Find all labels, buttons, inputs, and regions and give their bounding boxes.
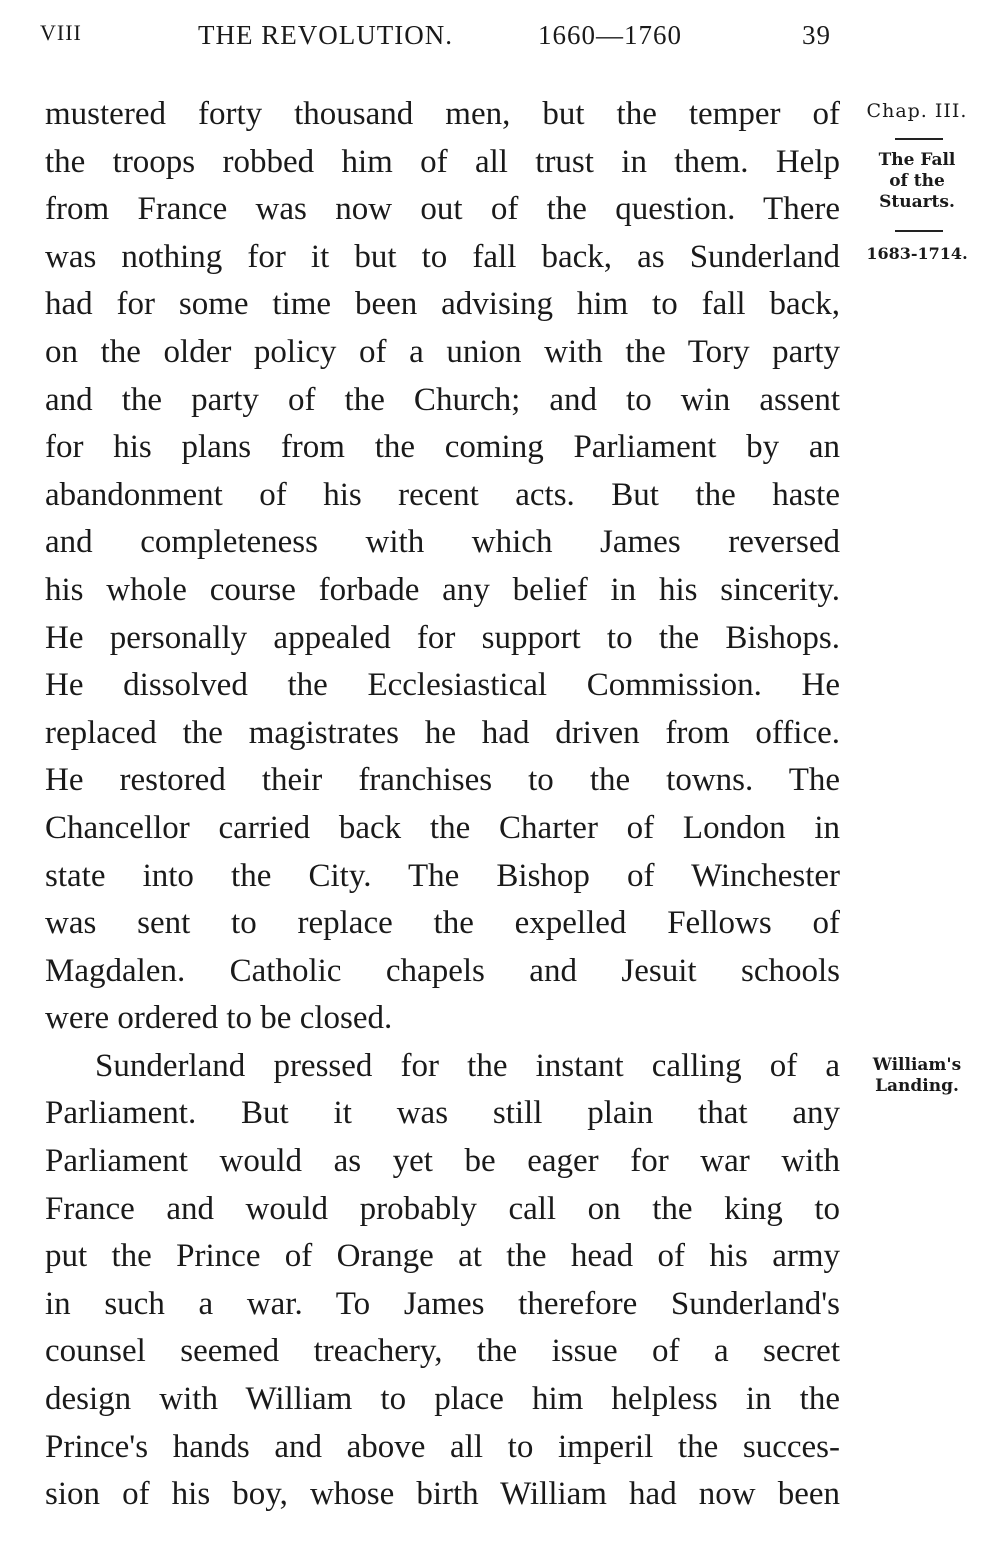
side-heading-line: William's: [872, 1055, 962, 1075]
text-line: He restored their franchises to the towns. The: [45, 762, 840, 799]
text-line: He dissolved the Ecclesiastical Commission. He: [45, 667, 840, 704]
text-line: the troops robbed him of all trust in them. Help: [45, 143, 840, 180]
marginal-rule: [895, 138, 943, 140]
body-text: [45, 91, 840, 1519]
text-line: sion of his boy, whose birth William had now been: [45, 1476, 840, 1513]
volume-number: VIII: [40, 20, 82, 45]
running-years: 1660—1760: [538, 20, 682, 50]
marginal-years: 1683-1714.: [866, 244, 968, 263]
paragraph-1: [45, 91, 840, 1043]
text-line: had for some time been advising him to fall back,: [45, 286, 840, 323]
text-line: was sent to replace the expelled Fellows of: [45, 905, 840, 942]
text-line: Parliament would as yet be eager for war with: [45, 1143, 840, 1180]
text-line: in such a war. To James therefore Sunderland's: [45, 1285, 840, 1322]
text-line: mustered forty thousand men, but the temper of: [45, 96, 840, 132]
text-line: abandonment of his recent acts. But the haste: [45, 476, 840, 513]
text-line: counsel seemed treachery, the issue of a secret: [45, 1333, 840, 1370]
text-line: was nothing for it but to fall back, as Sunderland: [45, 238, 840, 275]
running-header: [40, 20, 840, 60]
text-line: Parliament. But it was still plain that any: [45, 1095, 840, 1132]
text-line: design with William to place him helpless in the: [45, 1381, 840, 1418]
marginal-rule: [895, 230, 943, 232]
page-number: 39: [802, 20, 831, 50]
paragraph-2: [45, 1043, 840, 1519]
text-line: Magdalen. Catholic chapels and Jesuit schools: [45, 952, 840, 989]
text-line: replaced the magistrates he had driven from office.: [45, 714, 840, 751]
side-heading-line: Landing.: [875, 1076, 959, 1096]
text-line: France and would probably call on the king to: [45, 1190, 840, 1227]
text-line: Prince's hands and above all to imperil the succes-: [45, 1428, 840, 1465]
text-line: on the older policy of a union with the Tory party: [45, 333, 840, 370]
text-line: Sunderland pressed for the instant calling of a: [95, 1047, 840, 1084]
text-line: his whole course forbade any belief in his sincerity.: [45, 571, 840, 608]
marginal-side-heading: [852, 1055, 982, 1097]
text-line: state into the City. The Bishop of Winchester: [45, 857, 840, 894]
text-line: and the party of the Church; and to win assent: [45, 381, 840, 418]
marginal-topic-line: The Fall: [878, 150, 956, 170]
chapter-marker: Chap. III.: [866, 100, 968, 122]
text-line: and completeness with which James reversed: [45, 524, 840, 561]
running-title: THE REVOLUTION.: [198, 20, 453, 50]
marginal-topic-line: Stuarts.: [879, 192, 955, 212]
text-line: for his plans from the coming Parliament by an: [45, 429, 840, 466]
text-line: He personally appealed for support to the Bishops.: [45, 619, 840, 656]
text-line: were ordered to be closed.: [45, 1000, 393, 1037]
text-line: put the Prince of Orange at the head of his army: [45, 1238, 840, 1275]
marginal-topic: [852, 150, 982, 213]
text-line: from France was now out of the question. There: [45, 191, 840, 228]
marginal-topic-line: of the: [889, 171, 945, 191]
text-line: Chancellor carried back the Charter of London in: [45, 809, 840, 846]
